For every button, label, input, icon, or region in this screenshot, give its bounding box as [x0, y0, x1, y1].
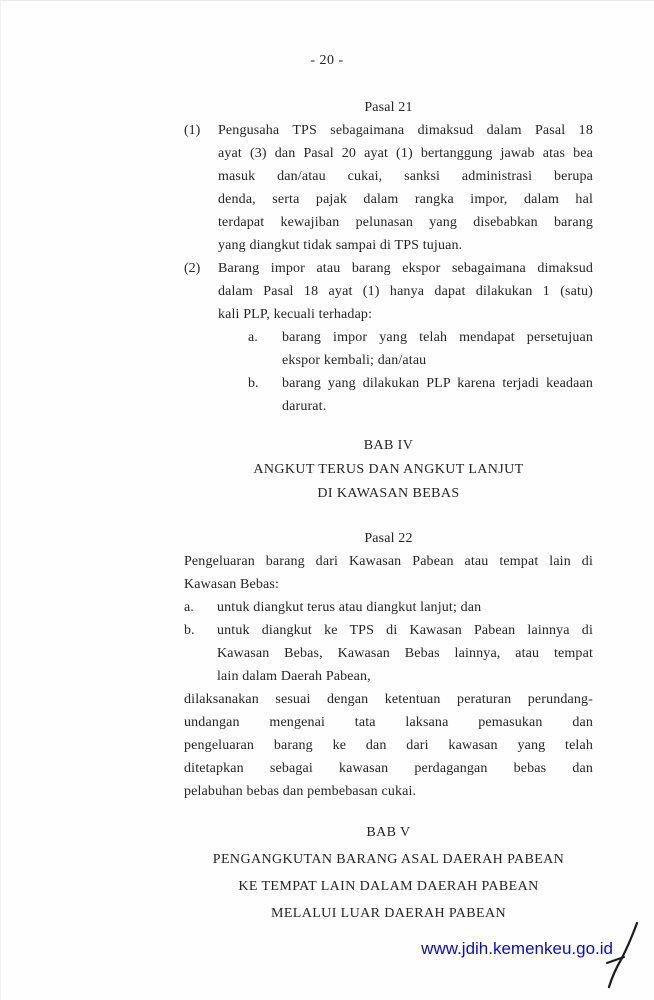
- text-line: dilaksanakan sesuai dengan ketentuan peraturan perundang-: [184, 692, 593, 707]
- text-line: yang diangkut tidak sampai di TPS tujuan.: [218, 238, 463, 253]
- text-line: untuk diangkut terus atau diangkut lanjut; dan: [217, 600, 482, 615]
- block-para: [184, 688, 593, 803]
- block-subf-a: [184, 596, 593, 619]
- text-line: Pasal 21: [364, 100, 413, 115]
- list-marker: (1): [184, 123, 201, 138]
- text-line: terdapat kewajiban pelunasan yang disebabkan barang: [218, 215, 593, 230]
- text-line: masuk dan/atau cukai, sanksi administrasi berupa: [218, 169, 593, 184]
- list-marker: b.: [248, 376, 259, 391]
- text-line: Pengeluaran barang dari Kawasan Pabean atau tempat lain di: [184, 554, 593, 569]
- text-line: ditetapkan sebagai kawasan perdagangan bebas dan: [184, 761, 593, 776]
- text-line: BAB IV: [363, 438, 414, 453]
- text-line: dalam Pasal 18 ayat (1) hanya dapat dilakukan 1 (satu): [218, 284, 593, 299]
- text-line: Barang impor atau barang ekspor sebagaimana dimaksud: [218, 261, 593, 276]
- text-line: BAB V: [366, 825, 411, 840]
- list-marker: b.: [184, 623, 195, 638]
- block-pasal: [184, 527, 593, 550]
- list-marker: a.: [184, 600, 194, 615]
- block-sub-a: [184, 326, 593, 372]
- block-para: [184, 550, 593, 596]
- block-bab: [184, 819, 593, 927]
- block-sub-b: [184, 372, 593, 418]
- text-line: KE TEMPAT LAIN DALAM DAERAH PABEAN: [238, 879, 539, 894]
- list-marker: (2): [184, 261, 201, 276]
- text-line: barang impor yang telah mendapat persetujuan: [282, 330, 593, 345]
- text-line: DI KAWASAN BEBAS: [317, 486, 460, 501]
- text-line: ekspor kembali; dan/atau: [282, 353, 427, 368]
- text-line: undangan mengenai tata laksana pemasukan dan: [184, 715, 593, 730]
- text-line: Kawasan Bebas:: [184, 577, 280, 592]
- text-line: pengeluaran barang ke dan dari kawasan yang telah: [184, 738, 593, 753]
- text-line: Pasal 22: [364, 531, 413, 546]
- block-bab: [184, 434, 593, 506]
- block-item-1: [184, 119, 593, 257]
- block-subf-b: [184, 619, 593, 688]
- block-item-2: [184, 257, 593, 326]
- watermark-link[interactable]: www.jdih.kemenkeu.go.id: [421, 939, 613, 958]
- text-line: Pengusaha TPS sebagaimana dimaksud dalam Pasal 18: [218, 123, 593, 138]
- page-number: - 20 -: [310, 53, 344, 68]
- text-line: kali PLP, kecuali terhadap:: [218, 307, 373, 322]
- text-line: Kawasan Bebas, Kawasan Bebas lainnya, atau tempat: [217, 646, 593, 661]
- text-line: lain dalam Daerah Pabean,: [217, 669, 371, 684]
- block-pasal: [184, 96, 593, 119]
- text-line: untuk diangkut ke TPS di Kawasan Pabean lainnya di: [217, 623, 593, 638]
- list-marker: a.: [248, 330, 258, 345]
- text-line: darurat.: [282, 399, 327, 414]
- text-line: ayat (3) dan Pasal 20 ayat (1) bertanggung jawab atas bea: [218, 146, 593, 161]
- text-line: ANGKUT TERUS DAN ANGKUT LANJUT: [253, 462, 524, 477]
- text-line: pelabuhan bebas dan pembebasan cukai.: [184, 784, 417, 799]
- text-line: denda, serta pajak dalam rangka impor, dalam hal: [218, 192, 593, 207]
- text-line: barang yang dilakukan PLP karena terjadi keadaan: [282, 376, 593, 391]
- text-line: PENGANGKUTAN BARANG ASAL DAERAH PABEAN: [212, 852, 565, 867]
- handwritten-check-mark: [588, 916, 648, 1000]
- text-line: MELALUI LUAR DAERAH PABEAN: [270, 906, 507, 921]
